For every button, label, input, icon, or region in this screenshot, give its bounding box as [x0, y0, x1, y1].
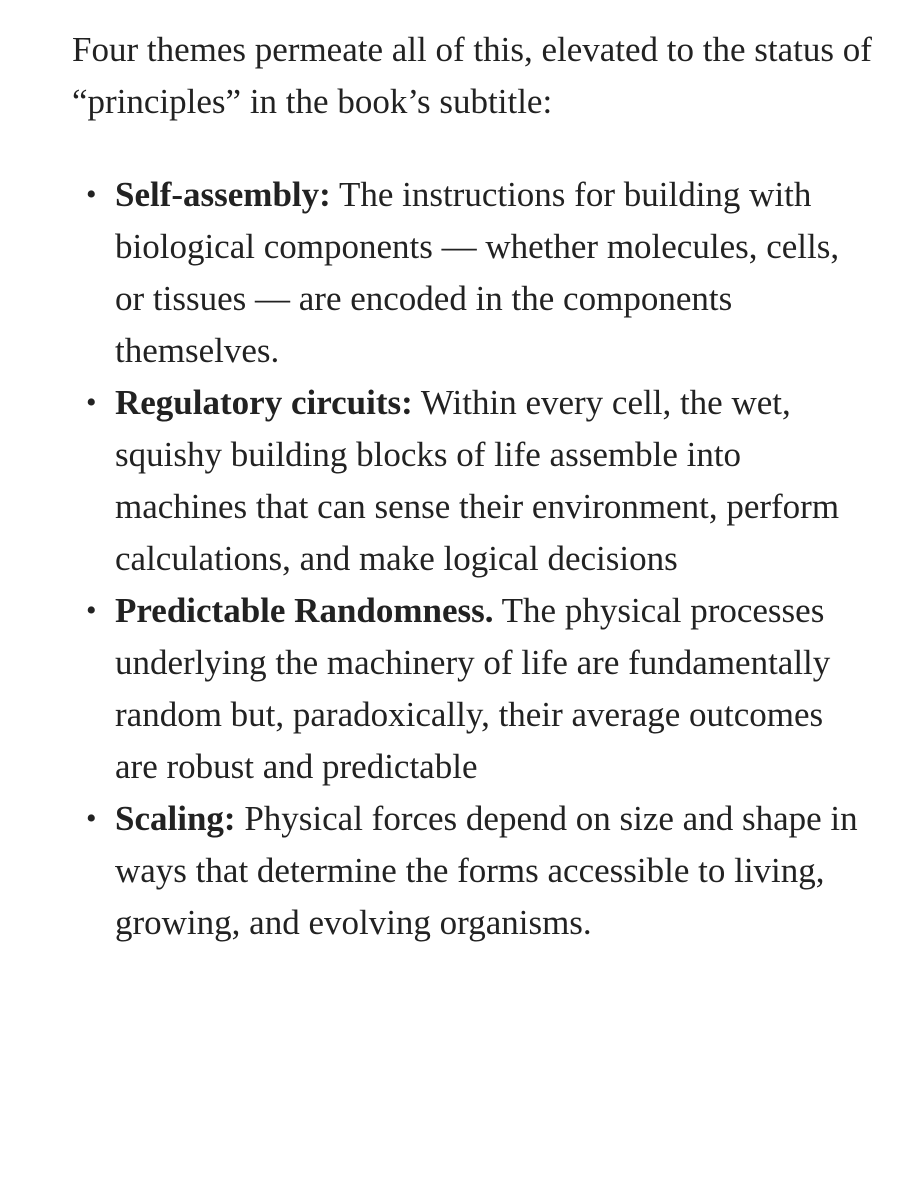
term-description: The instructions for building with biological components — whether molecules, cells, or tissues — are encoded in the components themselves. — [115, 175, 840, 370]
list-item-scaling — [72, 793, 872, 949]
bullet-icon: • — [86, 594, 97, 627]
term-separator: : — [401, 383, 413, 422]
term-description: Within every cell, the wet, squishy building blocks of life assemble into machines that can sense their environment, perform calculations, and make logical decisions — [115, 383, 840, 578]
list-item-regulatory-circuits — [72, 377, 872, 585]
term-separator: . — [484, 591, 494, 630]
bullet-icon: • — [86, 178, 97, 211]
term-label: Predictable Randomness — [115, 591, 485, 630]
bullet-icon: • — [86, 386, 97, 419]
term-separator: : — [319, 175, 331, 214]
term-label: Scaling — [115, 799, 224, 838]
principles-list — [72, 169, 872, 949]
intro-paragraph: Four themes permeate all of this, elevated to the status of “principles” in the book’s subtitle: — [72, 30, 872, 121]
term-separator: : — [223, 799, 236, 838]
list-item-self-assembly — [72, 169, 872, 377]
term-description: Physical forces depend on size and shape in ways that determine the forms accessible to living, growing, and evolving organisms. — [115, 799, 858, 942]
term-description: The physical processes underlying the machinery of life are fundamentally random but, paradoxically, their average outcomes are robust and predictable — [115, 591, 831, 786]
article-excerpt — [72, 24, 872, 949]
term-label: Self-assembly — [115, 175, 320, 214]
list-item-predictable-randomness — [72, 585, 872, 793]
term-label: Regulatory circuits — [115, 383, 402, 422]
bullet-icon: • — [86, 802, 97, 835]
